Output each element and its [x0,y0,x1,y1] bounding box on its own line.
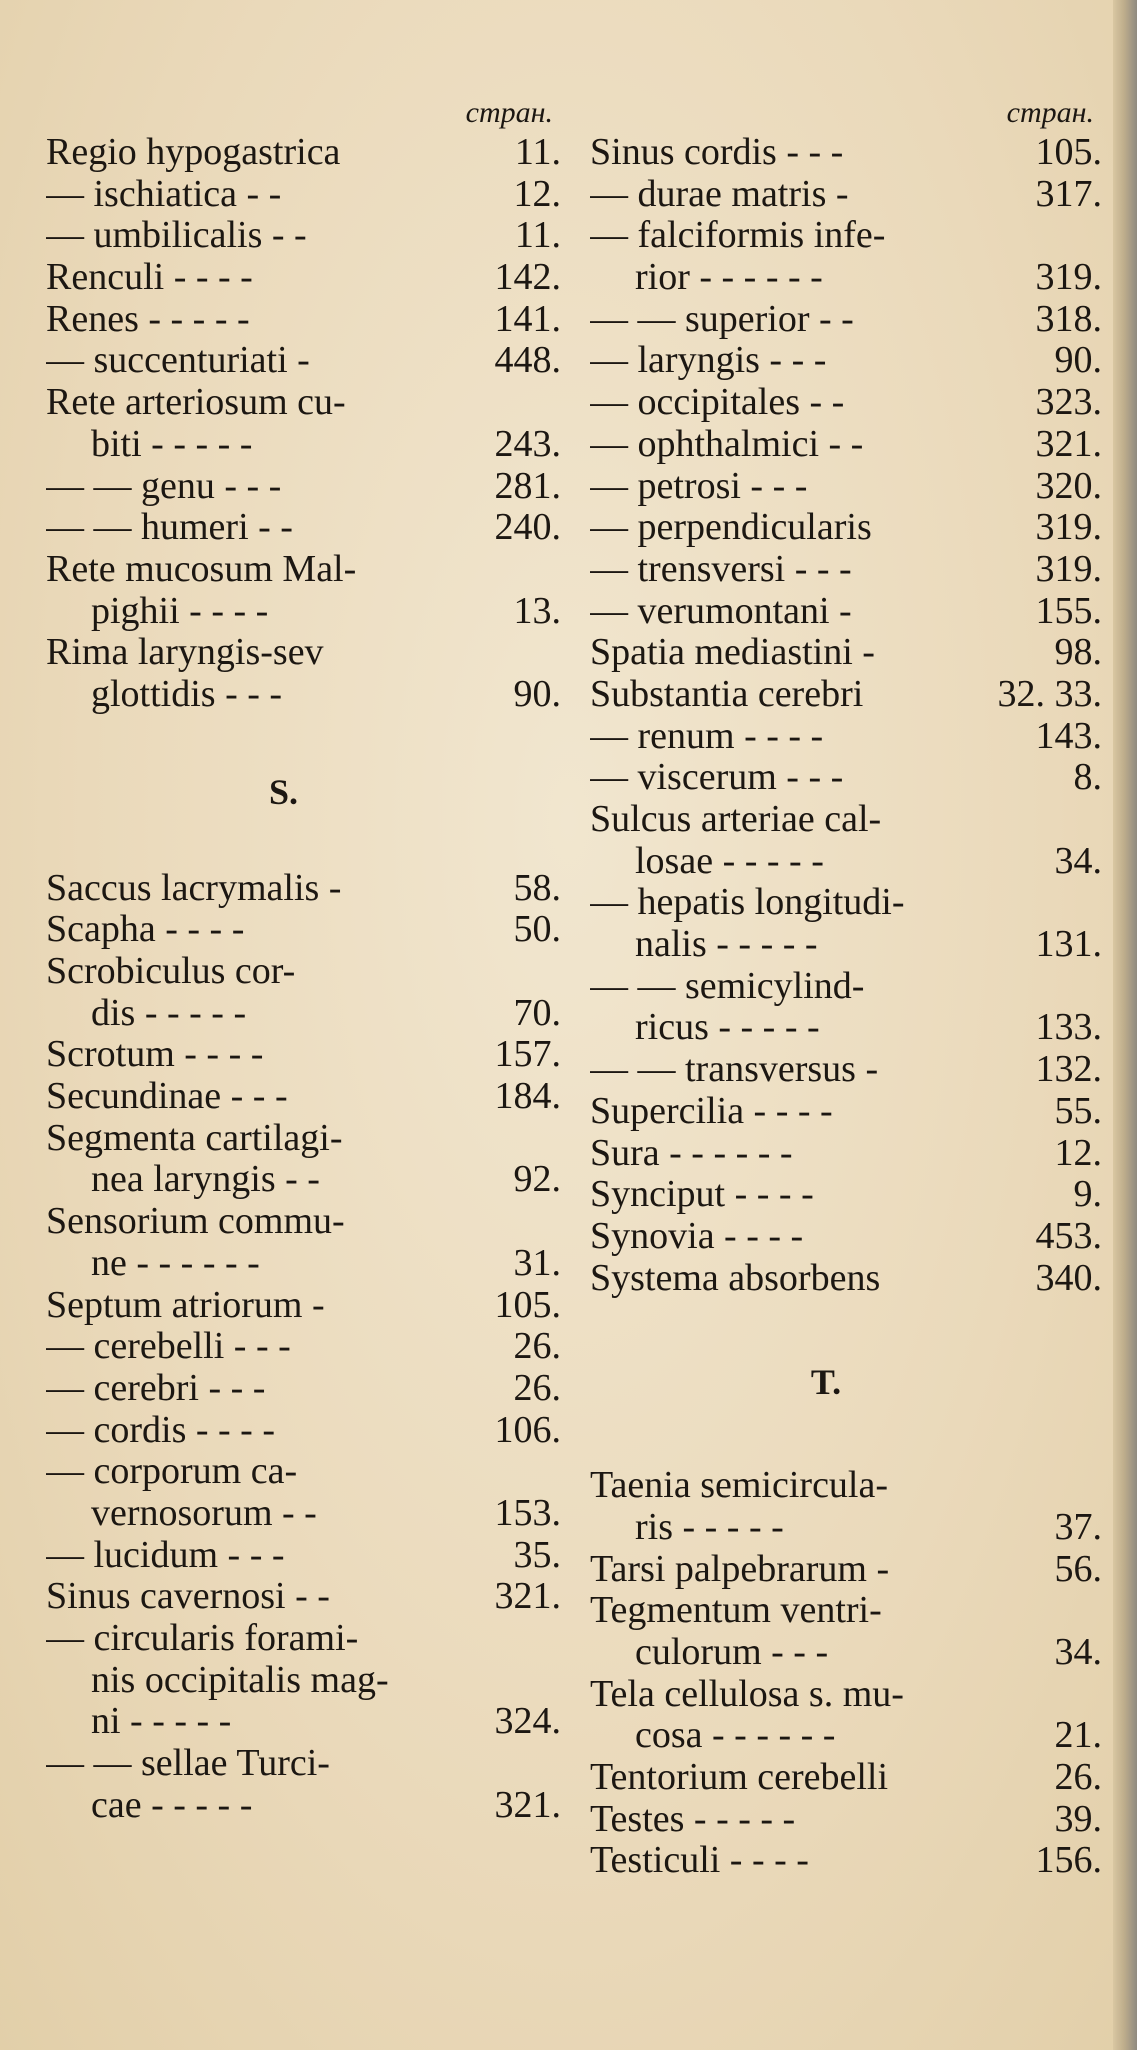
entry-term: Tentorium cerebelli [590,1757,889,1799]
page-number: 13. [513,589,561,632]
entry-line [46,1535,561,1577]
entry-term: Synciput - - - - [590,1174,814,1216]
entry-term: nalis - - - - - [635,924,818,966]
page-number: 34. [1054,1631,1102,1673]
entry-term: Saccus lacrymalis - [46,867,342,909]
entry-line [590,1174,1102,1216]
entry-line [590,674,1102,716]
page-number: 155. [1035,589,1102,632]
entry-term: Testiculi - - - - [590,1840,809,1882]
index-entries-t [590,1465,1102,1882]
entry-term: rior - - - - - - [635,257,823,299]
entry-continuation-line [590,924,1102,966]
page-number: 324. [494,1700,561,1743]
page-number: 105. [1035,131,1102,173]
entry-line [590,1216,1102,1258]
entry-line [590,1465,1102,1507]
entry-continuation-line [46,424,561,466]
page-number: 321. [494,1783,561,1826]
index-entries-r [46,132,561,716]
index-entry [590,591,1102,633]
entry-line [46,1118,561,1160]
entry-line [590,424,1102,466]
entry-term: Segmenta cartilagi- [46,1117,343,1159]
index-entry [46,382,561,465]
page-number: 32. 33. [997,672,1102,715]
entry-term: Synovia - - - - [590,1215,804,1257]
page-header-label: стран. [465,96,553,129]
entry-line [590,1840,1102,1882]
index-entry [590,1840,1102,1882]
entry-continuation-line [46,1785,561,1827]
page-number: 453. [1035,1214,1102,1257]
index-entry [46,1368,561,1410]
entry-continuation-line [590,1507,1102,1549]
entry-line [590,1133,1102,1175]
page-number: 323. [1035,381,1102,424]
entry-line [590,507,1102,549]
page-number: 133. [1035,1006,1102,1049]
entry-term: Sinus cavernosi - - [46,1576,330,1618]
entry-continuation-line [590,1007,1102,1049]
page-number: 340. [1035,1256,1102,1299]
page-number: 34. [1054,839,1102,882]
entry-term: cosa - - - - - - [635,1715,836,1757]
index-entry [590,132,1102,174]
index-entry [46,1618,561,1743]
entry-term: losae - - - - - [635,840,824,882]
entry-line [590,966,1102,1008]
page-number: 11. [514,131,561,173]
index-entry [590,1049,1102,1091]
index-entry [46,1535,561,1577]
entry-line [46,951,561,993]
page-number: 31. [513,1241,561,1284]
entry-term: dis - - - - - [91,992,247,1034]
page-number: 35. [513,1533,561,1576]
entry-line [590,466,1102,508]
entry-line [46,1618,561,1660]
entry-term: Sinus cordis - - - [590,132,844,173]
page-number: 157. [494,1033,561,1076]
entry-line [590,1258,1102,1300]
index-entry [590,1799,1102,1841]
entry-continuation-line [46,1243,561,1285]
entry-term: — succenturiati - [46,340,310,382]
entry-term: Renes - - - - - [46,298,250,340]
index-entry [46,1576,561,1618]
entry-line [46,1326,561,1368]
entry-term: Regio hypogastrica [46,132,341,173]
page-number: 153. [494,1491,561,1534]
page-number: 106. [494,1408,561,1451]
section-letter: T. [810,1362,842,1403]
entry-line [590,1049,1102,1091]
entry-term: — renum - - - - [590,715,824,757]
entry-line [590,1757,1102,1799]
entry-term: — ischiatica - - [46,173,282,215]
index-entry [590,1757,1102,1799]
page-number: 318. [1035,297,1102,340]
entry-line [46,340,561,382]
index-entry [46,868,561,910]
entry-term: nea laryngis - - [91,1159,320,1201]
entry-term: — perpendicularis [590,507,872,549]
entry-term: — occipitales - - [590,382,845,424]
index-entry [46,1326,561,1368]
entry-term: — laryngis - - - [590,340,827,382]
entry-term: Scrotum - - - - [46,1034,264,1076]
index-entry [590,174,1102,216]
index-entry [46,1451,561,1534]
entry-term: Tarsi palpebrarum - [590,1548,890,1590]
index-entry [590,966,1102,1049]
page-number: 319. [1035,547,1102,590]
entry-term: — cerebelli - - - [46,1326,291,1368]
index-entry [590,716,1102,758]
entry-term: — hepatis longitudi- [590,882,905,924]
index-entry [590,1549,1102,1591]
entry-line [590,340,1102,382]
index-entry [46,257,561,299]
entry-continuation-line [46,591,561,633]
entry-term: — petrosi - - - [590,465,808,507]
index-entry [46,549,561,632]
index-entry [46,215,561,257]
entry-line [46,1034,561,1076]
entry-term: — durae matris - [590,173,849,215]
entry-term: nis occipitalis mag- [91,1659,389,1701]
entry-term: culorum - - - [635,1632,829,1673]
column-header [46,94,561,132]
index-entry [590,799,1102,882]
index-entry [590,1216,1102,1258]
entry-line [46,1410,561,1452]
index-entry [46,1118,561,1201]
index-entry [46,299,561,341]
entry-line [590,716,1102,758]
column-header [590,94,1102,132]
page-number: 55. [1054,1089,1102,1132]
entry-term: Substantia cerebri [590,673,864,715]
page-number: 319. [1035,506,1102,549]
entry-line [46,299,561,341]
entry-continuation-line [46,674,561,716]
entry-line [590,299,1102,341]
index-entry [46,132,561,174]
entry-term: Septum atriorum - [46,1284,325,1326]
entry-line [46,632,561,674]
entry-term: — trensversi - - - [590,548,852,590]
index-entry [46,1410,561,1452]
entry-term: biti - - - - - [91,423,253,465]
entry-term: — circularis forami- [46,1618,359,1659]
section-heading-s [46,716,561,868]
entry-line [590,799,1102,841]
entry-term: Secundinae - - - [46,1076,288,1118]
page-number: 132. [1035,1048,1102,1091]
index-entry [590,299,1102,341]
page-number: 321. [1035,422,1102,465]
index-entries-s-cont [590,132,1102,1299]
page-number: 184. [494,1075,561,1118]
index-entry [46,340,561,382]
index-entry [46,1285,561,1327]
entry-line [46,549,561,591]
page-header-label: стран. [1006,96,1094,129]
index-entry [590,1674,1102,1757]
entry-line [46,257,561,299]
entry-continuation-line [590,257,1102,299]
entry-line [590,757,1102,799]
page-number: 143. [1035,714,1102,757]
index-entry [46,174,561,216]
page-number: 448. [494,339,561,382]
left-column [46,94,561,1826]
entry-term: — — genu - - - [46,465,282,507]
entry-term: — corporum ca- [46,1451,298,1493]
section-letter: S. [268,771,299,812]
page-number: 21. [1054,1714,1102,1757]
entry-term: Scapha - - - - [46,909,245,951]
entry-term: — — transversus - [590,1049,879,1091]
index-entry [590,424,1102,466]
entry-line [46,382,561,424]
entry-term: — ophthalmici - - [590,423,864,465]
entry-term: Rete arteriosum cu- [46,382,346,424]
index-entry [590,549,1102,591]
page-number: 12. [1054,1131,1102,1174]
page-number: 70. [513,991,561,1034]
page-number: 26. [513,1325,561,1368]
entry-line [590,382,1102,424]
entry-line [590,174,1102,216]
index-entry [590,466,1102,508]
page-number: 131. [1035,923,1102,966]
entry-term: — — semicylind- [590,965,865,1007]
entry-term: Spatia mediastini - [590,632,875,674]
page-number: 56. [1054,1547,1102,1590]
entry-term: cae - - - - - [91,1784,253,1826]
index-entry [46,909,561,951]
index-entry [590,1133,1102,1175]
index-entry [590,1091,1102,1133]
entry-continuation-line [46,993,561,1035]
page-number: 58. [513,866,561,909]
entry-continuation-line [590,841,1102,883]
index-entries-s [46,868,561,1827]
entry-line [46,1743,561,1785]
entry-line [46,1201,561,1243]
index-entry [46,1034,561,1076]
entry-term: — — superior - - [590,298,854,340]
entry-term: Tela cellulosa s. mu- [590,1673,904,1715]
entry-term: — verumontani - [590,590,852,632]
page-number: 319. [1035,256,1102,299]
entry-term: Sensorium commu- [46,1201,345,1243]
entry-continuation-line [46,1701,561,1743]
entry-line [46,1576,561,1618]
entry-term: ni - - - - - [91,1701,232,1743]
page-number: 12. [513,172,561,215]
entry-continuation-line [590,1632,1102,1674]
entry-term: ne - - - - - - [91,1242,260,1284]
index-entry [46,951,561,1034]
index-entry [46,1201,561,1284]
page-number: 317. [1035,172,1102,215]
entry-term: — cordis - - - - [46,1409,275,1451]
entry-term: Taenia semicircula- [590,1465,889,1507]
entry-line [46,174,561,216]
page-number: 141. [494,297,561,340]
entry-term: Sulcus arteriae cal- [590,799,882,840]
entry-line [46,132,561,174]
index-entry [590,340,1102,382]
page-number: 98. [1054,631,1102,674]
entry-line [46,909,561,951]
page-number: 240. [494,506,561,549]
entry-term: — falciformis infe- [590,215,886,257]
entry-line [46,1285,561,1327]
entry-line [590,1549,1102,1591]
right-column [590,94,1102,1882]
entry-line [46,1368,561,1410]
entry-term: Rima laryngis-sev [46,632,324,674]
entry-line [46,215,561,257]
entry-continuation-line [46,1660,561,1702]
entry-line [46,1076,561,1118]
index-entry [590,882,1102,965]
entry-term: ricus - - - - - [635,1007,820,1049]
entry-term: Systema absorbens [590,1257,881,1299]
page-number: 320. [1035,464,1102,507]
entry-term: Sura - - - - - - [590,1132,793,1174]
entry-term: ris - - - - - [635,1506,784,1548]
index-entry [46,466,561,508]
entry-continuation-line [590,1715,1102,1757]
index-entry [590,1465,1102,1548]
entry-line [46,868,561,910]
entry-line [590,215,1102,257]
index-entry [46,1743,561,1826]
page-number: 92. [513,1158,561,1201]
entry-term: — — sellae Turci- [46,1743,330,1785]
entry-term: — viscerum - - - [590,757,844,799]
index-entry [590,1258,1102,1300]
section-heading-t [590,1299,1102,1465]
page-number: 90. [513,672,561,715]
entry-term: glottidis - - - [91,673,283,715]
page-number: 142. [494,256,561,299]
entry-term: vernosorum - - [91,1492,317,1534]
page-number: 9. [1073,1173,1102,1216]
index-entry [46,1076,561,1118]
entry-line [590,1590,1102,1632]
entry-line [590,632,1102,674]
entry-line [590,1674,1102,1716]
entry-term: pighii - - - - [91,590,269,632]
entry-line [590,591,1102,633]
entry-term: Supercilia - - - - [590,1090,833,1132]
page-number: 39. [1054,1797,1102,1840]
page-number: 90. [1054,339,1102,382]
entry-term: — cerebri - - - [46,1367,266,1409]
entry-line [46,1451,561,1493]
index-entry [590,215,1102,298]
entry-line [46,466,561,508]
index-entry [590,1174,1102,1216]
entry-line [590,1091,1102,1133]
index-entry [46,632,561,715]
page-number: 50. [513,908,561,951]
index-entry [46,507,561,549]
entry-term: — — humeri - - [46,507,293,549]
page-number: 26. [513,1366,561,1409]
entry-term: Rete mucosum Mal- [46,548,357,590]
entry-term: Renculi - - - - [46,257,253,299]
entry-term: — umbilicalis - - [46,215,307,257]
entry-term: Testes - - - - - [590,1798,796,1840]
entry-term: Scrobiculus cor- [46,951,296,992]
page-number: 321. [494,1575,561,1618]
page-number: 11. [514,214,561,257]
entry-line [590,549,1102,591]
entry-term: — lucidum - - - [46,1534,285,1576]
page-number: 37. [1054,1505,1102,1548]
page-number: 26. [1054,1756,1102,1799]
page-number: 105. [494,1283,561,1326]
page-number: 156. [1035,1839,1102,1882]
index-entry [590,507,1102,549]
page-number: 281. [494,464,561,507]
entry-continuation-line [46,1159,561,1201]
entry-line [590,882,1102,924]
entry-term: Tegmentum ventri- [590,1590,882,1632]
entry-continuation-line [46,1493,561,1535]
page-edge-shadow [1113,0,1137,2050]
index-entry [590,674,1102,716]
page-number: 243. [494,422,561,465]
index-entry [590,382,1102,424]
entry-line [590,132,1102,174]
index-entry [590,757,1102,799]
page-number: 8. [1073,756,1102,799]
entry-line [46,507,561,549]
entry-line [590,1799,1102,1841]
index-entry [590,632,1102,674]
index-entry [590,1590,1102,1673]
